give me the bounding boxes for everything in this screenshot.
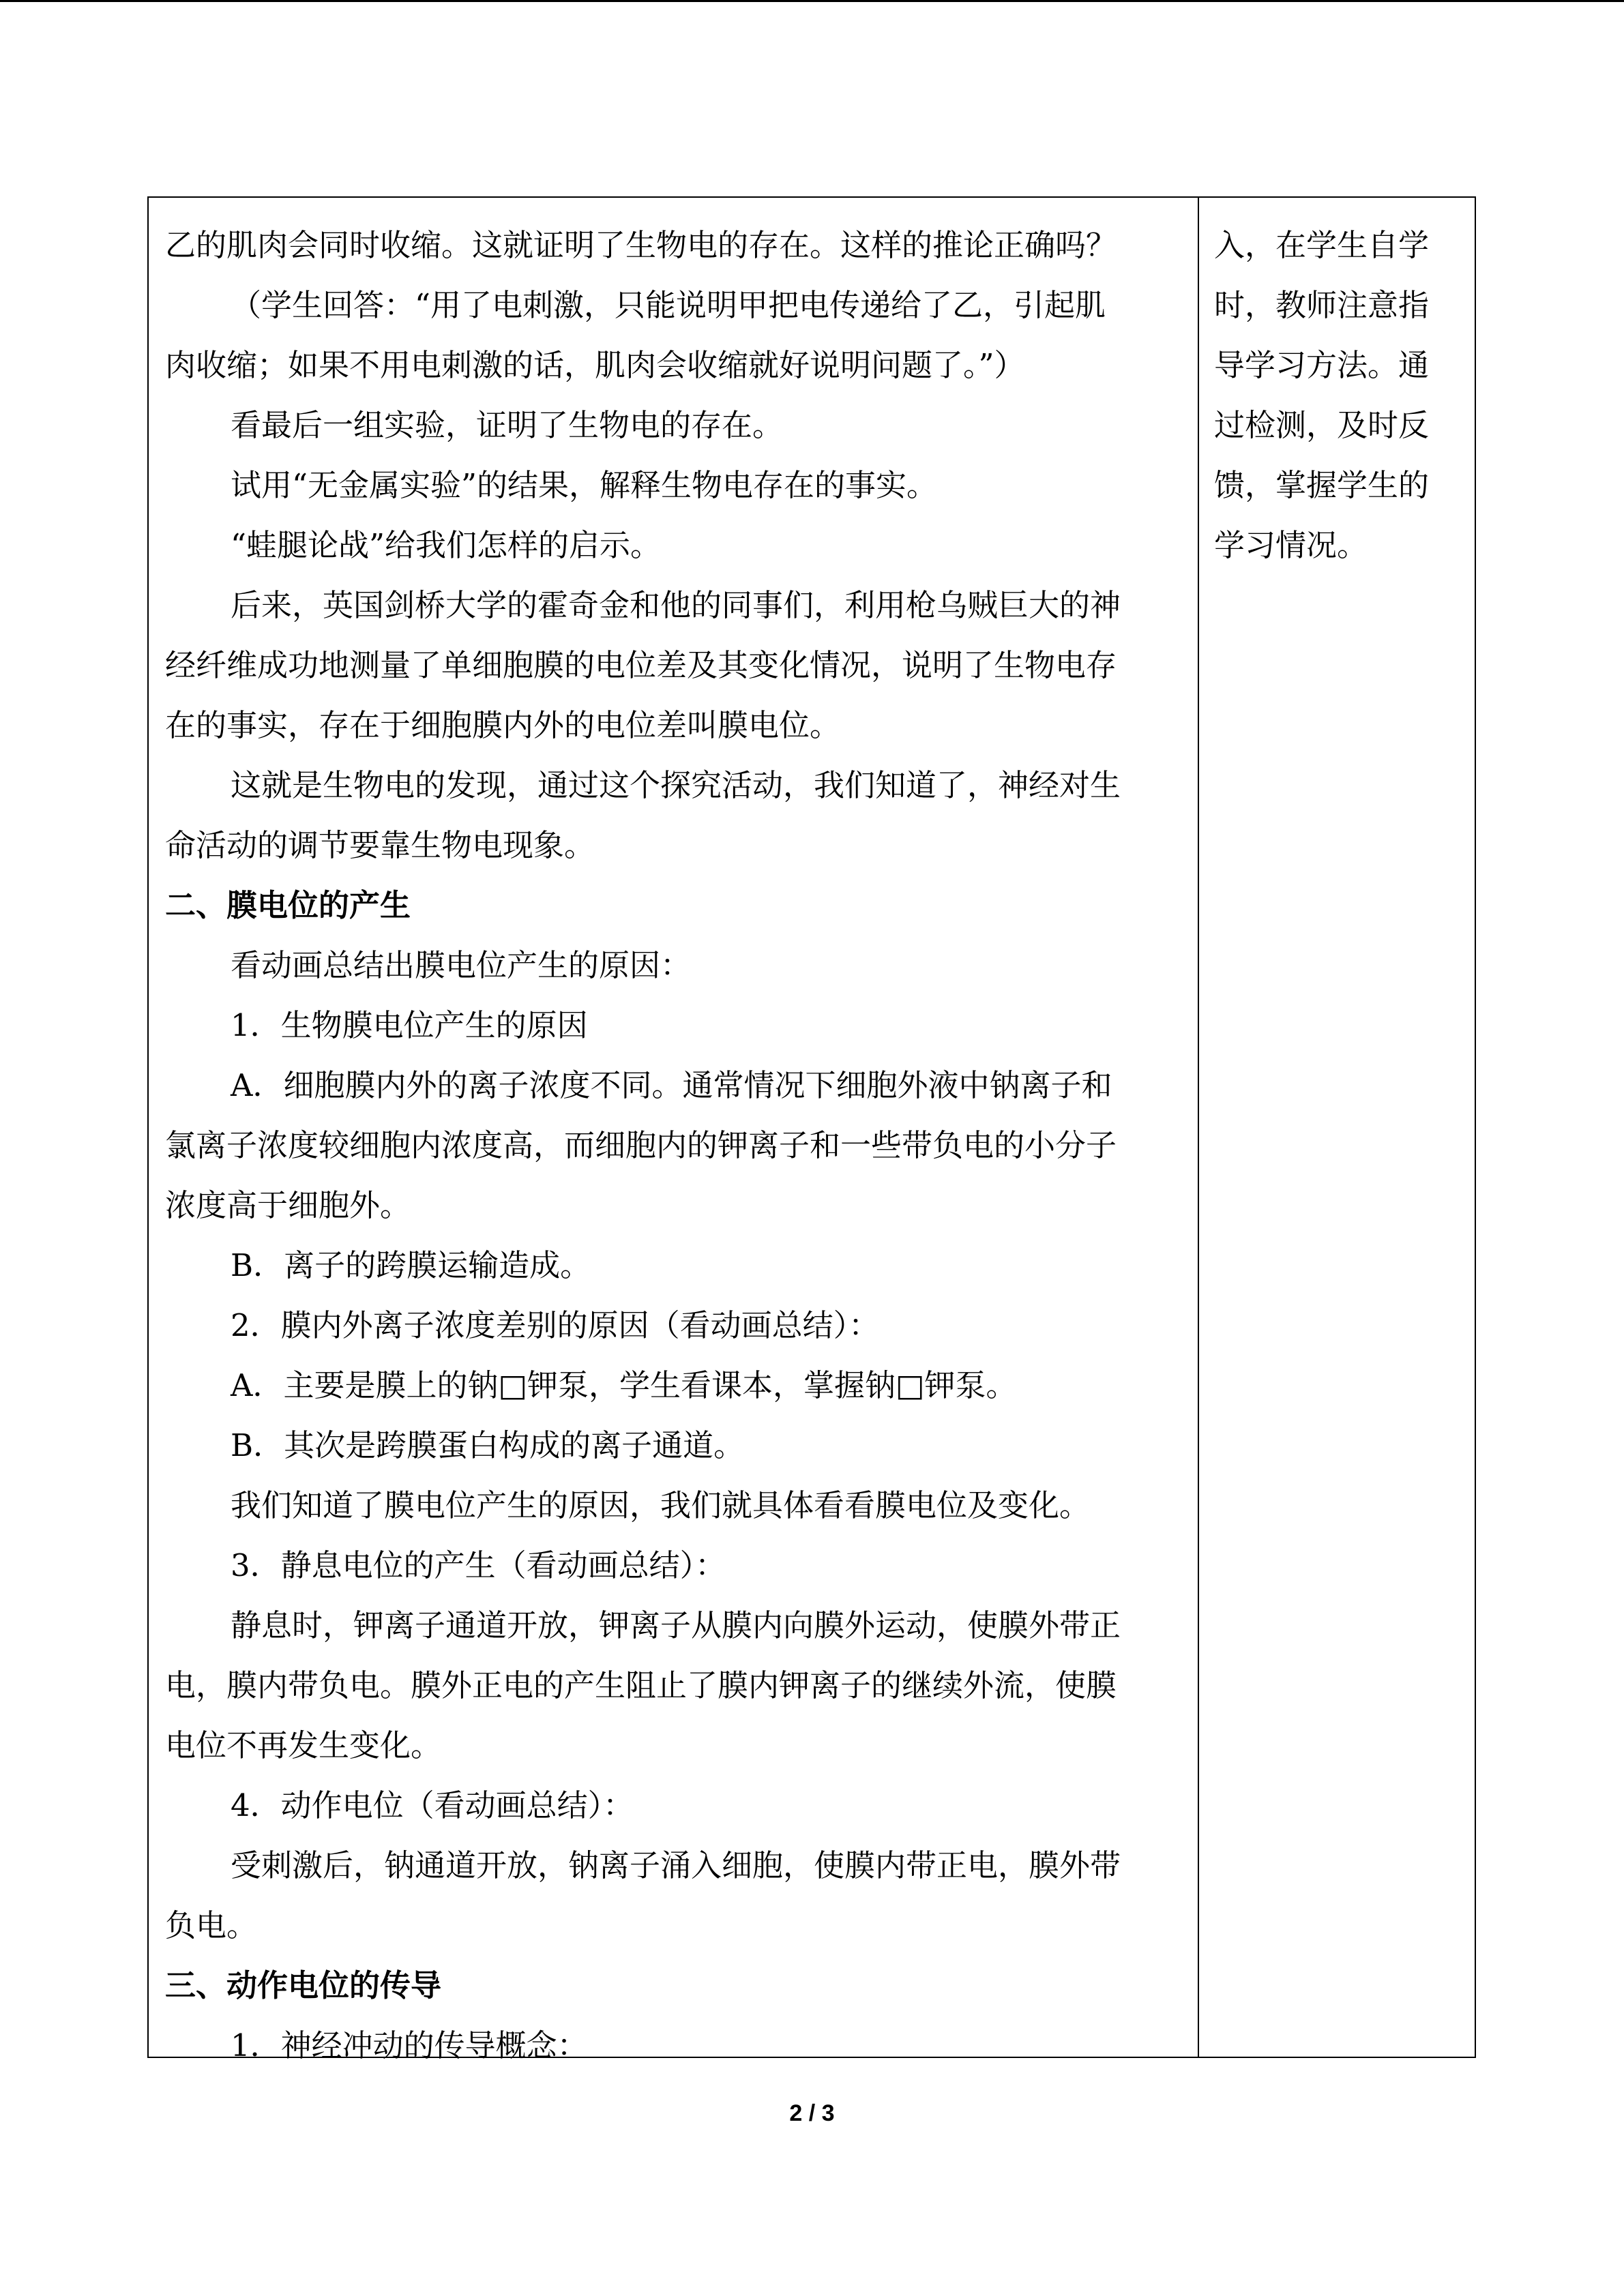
paragraph-line: A．主要是膜上的钠□钾泵，学生看课本，掌握钠□钾泵。 [231,1367,1017,1403]
section-heading: 二、膜电位的产生 [165,887,411,923]
paragraph-line: 后来，英国剑桥大学的霍奇金和他的同事们，利用枪乌贼巨大的神 [231,587,1121,623]
paragraph-line: 我们知道了膜电位产生的原因，我们就具体看看膜电位及变化。 [231,1487,1091,1523]
paragraph-line: 受刺激后，钠通道开放，钠离子涌入细胞，使膜内带正电，膜外带 [231,1847,1121,1883]
side-note-line: 馈，掌握学生的 [1214,467,1430,503]
paragraph-line: 肉收缩；如果不用电刺激的话，肌肉会收缩就好说明问题了。”） [165,347,1025,383]
paragraph-line: “蛙腿论战”给我们怎样的启示。 [231,527,662,563]
paragraph-line: B．离子的跨膜运输造成。 [231,1247,591,1283]
paragraph-line: 负电。 [165,1907,258,1943]
paragraph-line: 看动画总结出膜电位产生的原因： [231,947,692,983]
paragraph-line: 看最后一组实验，证明了生物电的存在。 [231,407,784,443]
paragraph-line: 静息时，钾离子通道开放，钾离子从膜内向膜外运动，使膜外带正 [231,1607,1121,1643]
paragraph-line: 3．静息电位的产生（看动画总结）： [231,1547,726,1583]
paragraph-line: B．其次是跨膜蛋白构成的离子通道。 [231,1427,745,1463]
page-top-border [0,0,1624,2]
side-note-line: 时，教师注意指 [1214,287,1430,323]
teaching-content-column [165,215,1188,2076]
paragraph-line: （学生回答：“用了电刺激，只能说明甲把电传递给了乙，引起肌 [231,287,1106,323]
page-number: 2 / 3 [789,2100,835,2126]
paragraph-line: 浓度高于细胞外。 [165,1187,411,1223]
paragraph-line: 电位不再发生变化。 [165,1727,442,1763]
paragraph-line: 1．生物膜电位产生的原因 [231,1007,588,1043]
side-note-line: 入，在学生自学 [1214,227,1430,263]
paragraph-line: 乙的肌肉会同时收缩。这就证明了生物电的存在。这样的推论正确吗？ [165,227,1117,263]
paragraph-line: 2．膜内外离子浓度差别的原因（看动画总结）： [231,1307,880,1343]
paragraph-line: 试用“无金属实验”的结果，解释生物电存在的事实。 [231,467,938,503]
side-note-line: 学习情况。 [1214,527,1368,563]
paragraph-line: 在的事实，存在于细胞膜内外的电位差叫膜电位。 [165,707,841,743]
paragraph-line: A．细胞膜内外的离子浓度不同。通常情况下细胞外液中钠离子和 [231,1067,1112,1103]
paragraph-line: 经纤维成功地测量了单细胞膜的电位差及其变化情况，说明了生物电存 [165,647,1117,683]
side-note-line: 导学习方法。通 [1214,347,1430,383]
side-note-line: 过检测，及时反 [1214,407,1430,443]
paragraph-line: 氯离子浓度较细胞内浓度高，而细胞内的钾离子和一些带负电的小分子 [165,1127,1117,1163]
column-divider [1198,198,1199,2057]
paragraph-line: 1．神经冲动的传导概念： [231,2027,588,2063]
paragraph-line: 4．动作电位（看动画总结）： [231,1787,634,1823]
lesson-table [147,196,1476,2063]
design-intent-column [1214,215,1466,576]
paragraph-line: 命活动的调节要靠生物电现象。 [165,827,595,863]
section-heading: 三、动作电位的传导 [165,1967,442,2003]
paragraph-line: 这就是生物电的发现，通过这个探究活动，我们知道了，神经对生 [231,767,1121,803]
paragraph-line: 电，膜内带负电。膜外正电的产生阻止了膜内钾离子的继续外流，使膜 [165,1667,1117,1703]
